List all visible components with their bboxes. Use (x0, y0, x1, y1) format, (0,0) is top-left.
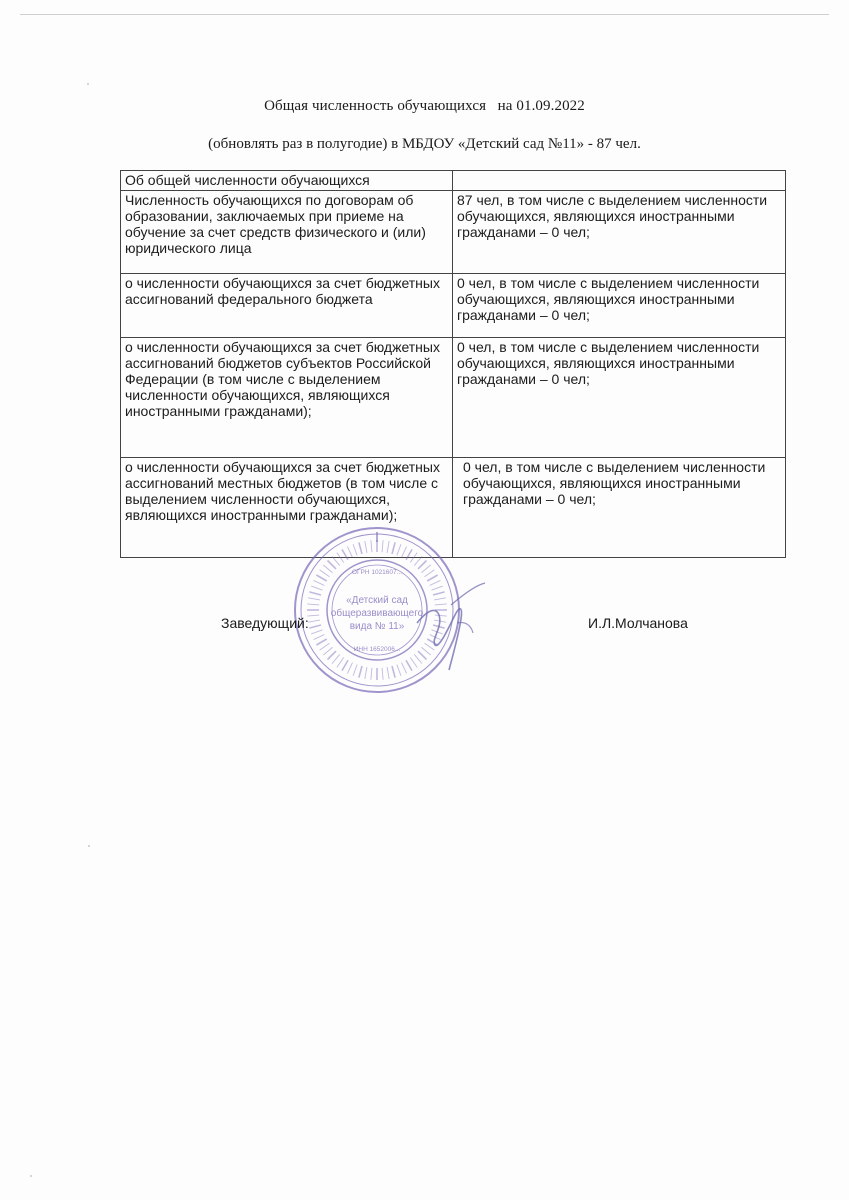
row-value: 0 чел, в том числе с выделением численности обучающихся, являющихся иностранными гражданами – 0 чел; (453, 458, 786, 558)
stamp-ring-mark (337, 658, 344, 668)
stamp-ring-mark (353, 544, 357, 555)
stamp-ring-mark (365, 667, 367, 679)
table-header-empty-cell (453, 171, 786, 191)
stamp-inn: ИНН 1652006... (353, 646, 401, 653)
table-header-row (121, 171, 786, 191)
stamp-ring-mark (308, 598, 320, 600)
stamp-ring-mark (371, 668, 372, 680)
stamp-ring-mark (311, 586, 322, 590)
stamp-ring-mark (323, 565, 332, 573)
signatory-position: Заведующий: (221, 615, 309, 631)
stamp-ring-mark (371, 540, 372, 552)
stamp-ring-mark (342, 660, 348, 670)
stamp-ring-mark (308, 620, 320, 622)
stamp-ring-mark (332, 556, 340, 565)
table-row (121, 274, 786, 338)
stamp-ring-mark (316, 575, 326, 581)
stamp-ring-mark (418, 561, 426, 569)
row-value: 0 чел, в том числе с выделением численности обучающихся, являющихся иностранными гражданами – 0 чел; (453, 274, 786, 338)
stamp-ring-mark (320, 643, 330, 650)
scan-speck (88, 845, 90, 847)
handwritten-signature (405, 575, 495, 675)
stamp-ring-mark (382, 540, 383, 552)
stamp-ring-mark (392, 666, 395, 678)
stamp-ring-mark (342, 549, 348, 559)
stamp-ring-mark (309, 592, 321, 595)
stamp-ring-mark (382, 668, 383, 680)
stamp-ring-mark (347, 663, 352, 674)
row-label: Численность обучающихся по договорам об образовании, заключаемых при приеме на обучение за счет средств физического и (или) юридического лица (121, 191, 453, 274)
stamp-ring-mark (359, 542, 362, 554)
stamp-ring-mark (365, 541, 367, 553)
stamp-ring-mark (397, 544, 401, 555)
stamp-ring-mark (309, 625, 321, 628)
row-value: 0 чел, в том числе с выделением численности обучающихся, являющихся иностранными гражданами – 0 чел; (453, 338, 786, 458)
stamp-ring-mark (387, 667, 389, 679)
table-row (121, 191, 786, 274)
scan-speck (30, 1175, 32, 1177)
stamp-ring-mark (316, 639, 326, 645)
page-top-edge (20, 14, 829, 15)
scan-speck (87, 83, 89, 85)
stamp-ring-mark (328, 651, 336, 659)
row-label: о численности обучающихся за счет бюджетных ассигнований федерального бюджета (121, 274, 453, 338)
stamp-ring-mark (314, 635, 325, 640)
stamp-ring-mark (347, 547, 352, 558)
stamp-ring-mark (387, 541, 389, 553)
stamp-ring-mark (402, 547, 407, 558)
row-value: 87 чел, в том числе с выделением численности обучающихся, являющихся иностранными гражданами – 0 чел; (453, 191, 786, 274)
stamp-line-2: общеразвивающего (330, 608, 424, 619)
stamp-ring-mark (323, 647, 332, 655)
stamp-ring-mark (328, 561, 336, 569)
stamp-ring-mark (359, 666, 362, 678)
stamp-ring-mark (320, 570, 330, 577)
stamp-ring-mark (410, 553, 417, 563)
stamp-line-1: «Детский сад (346, 595, 408, 606)
stamp-ring-mark (332, 654, 340, 663)
stamp-ring-mark (406, 549, 412, 559)
stamp-ring-mark (353, 665, 357, 676)
row-label: о численности обучающихся за счет бюджетных ассигнований бюджетов субъектов Российской Федерации (в том числе с выделением численности обучающихся, являющихся иностранными гражданами); (121, 338, 453, 458)
stamp-ring-mark (307, 615, 319, 616)
stamp-ring-mark (311, 630, 322, 634)
table-header-cell: Об общей численности обучающихся (121, 171, 453, 191)
stamp-ogrn: ОГРН 1021607... (351, 569, 403, 576)
row-label: о численности обучающихся за счет бюджетных ассигнований местных бюджетов (в том числе с выделением численности обучающихся, являющихся иностранными гражданами); (121, 458, 453, 558)
stamp-ring-mark (392, 542, 395, 554)
stamp-line-3: вида № 11» (349, 621, 405, 632)
stamp-ring-mark (397, 665, 401, 676)
stamp-ring-mark (307, 604, 319, 605)
stamp-ring-mark (414, 556, 422, 565)
document-title: Общая численность обучающихся на 01.09.2022 (264, 98, 585, 114)
students-count-table (120, 170, 786, 558)
stamp-ring-mark (337, 553, 344, 563)
stamp-ring-mark (314, 580, 325, 585)
stamp-ring-mark (421, 565, 430, 573)
signatory-name: И.Л.Молчанова (588, 615, 688, 631)
table-row (121, 338, 786, 458)
document-subtitle: (обновлять раз в полугодие) в МБДОУ «Детский сад №11» - 87 чел. (208, 136, 641, 152)
